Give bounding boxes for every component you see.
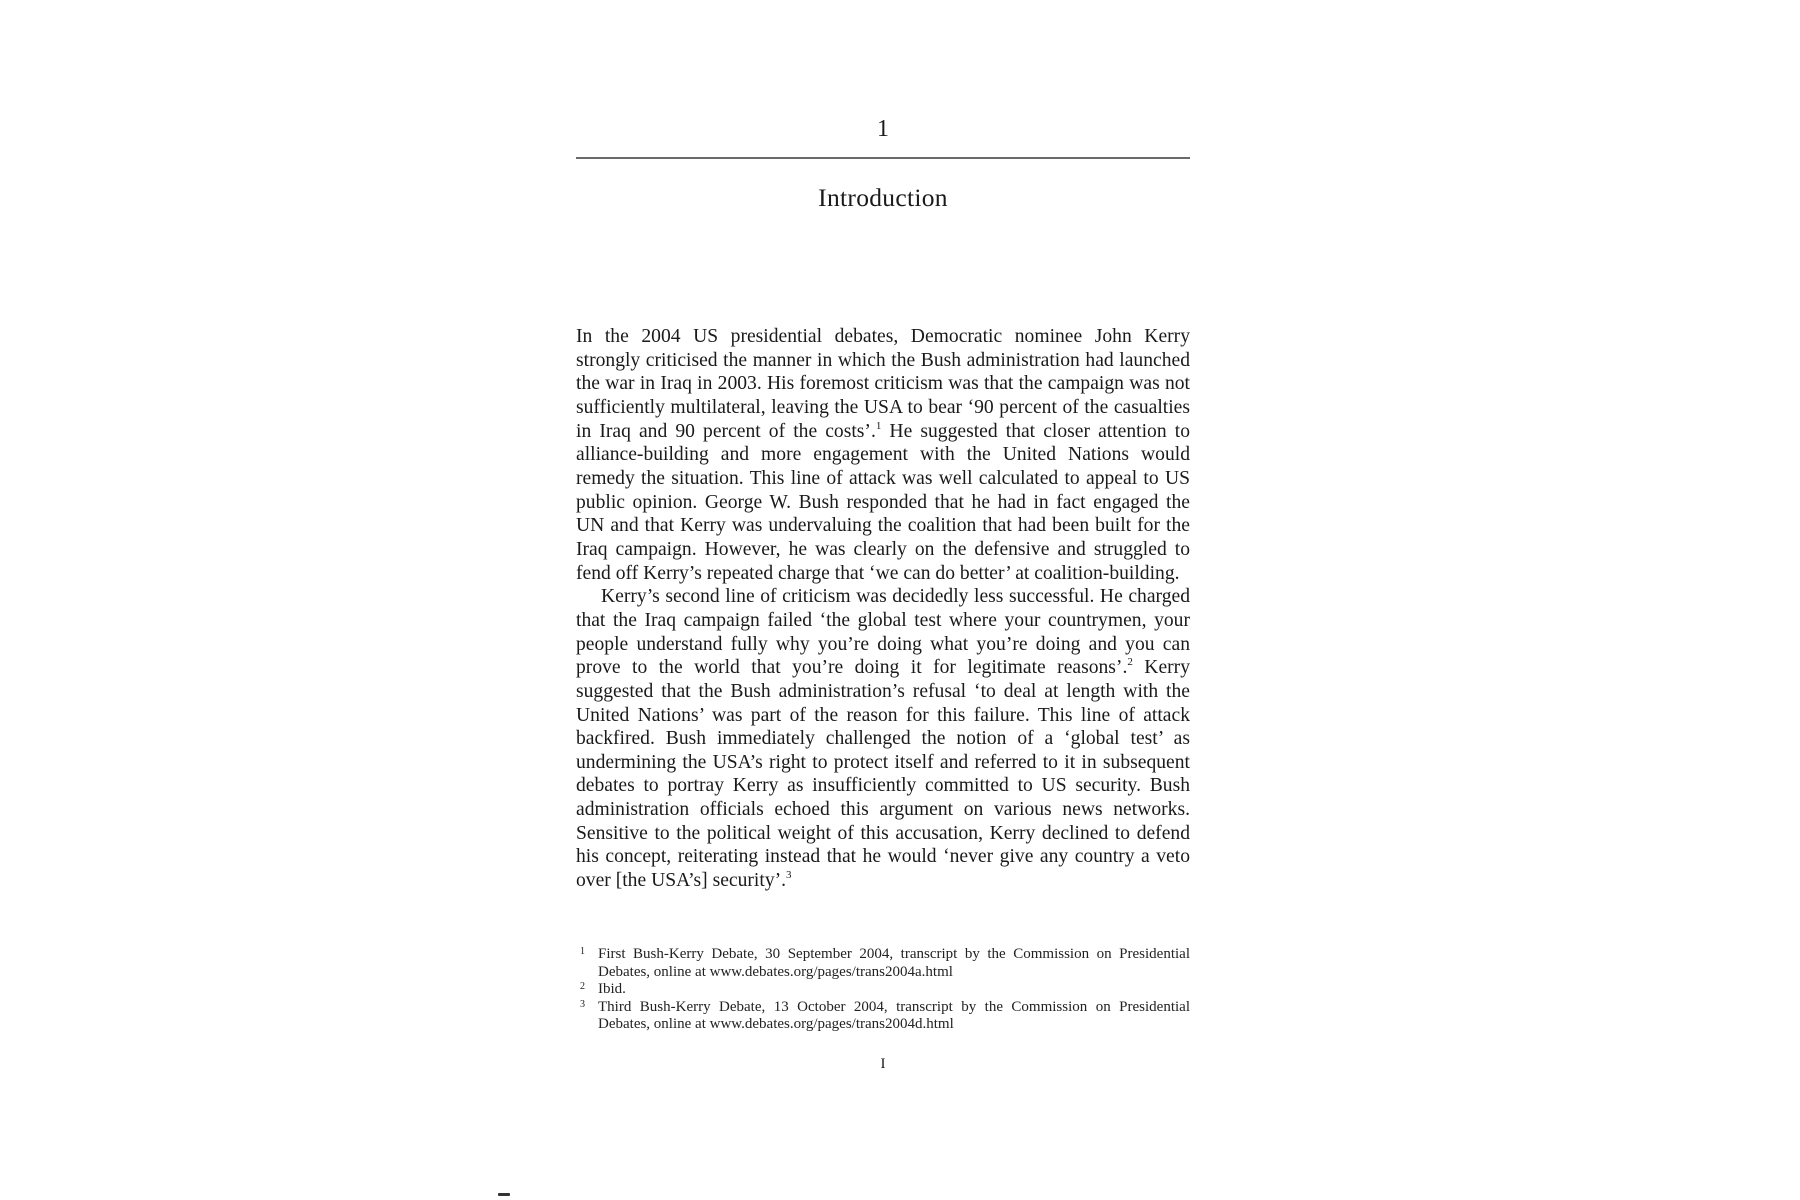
footnote-mark: 1 [580, 946, 585, 957]
footnotes [576, 946, 1190, 1034]
paragraph-text: In the 2004 US presidential debates, Democratic nominee John Kerry strongly criticised the manner in which the Bush administration had launched the war in Iraq in 2003. His foremost criticism was that the campaign was not sufficiently multilateral, leaving the USA to bear ‘90 percent of the casualties in Iraq and 90 percent of the costs’. [576, 326, 1190, 442]
body-text [576, 325, 1190, 893]
chapter-title: Introduction [818, 183, 948, 212]
footnote-text: Ibid. [598, 981, 626, 997]
footnote-text: First Bush-Kerry Debate, 30 September 2004, transcript by the Commission on Presidential Debates, online at www.debates.org/pages/trans2004a.html [598, 946, 1190, 980]
footnote-mark: 3 [580, 998, 585, 1010]
footnote-2 [576, 981, 1190, 999]
page-number: I [880, 1056, 886, 1072]
paragraph-text: He suggested that closer attention to alliance-building and more engagement with the United Nations would remedy the situation. This line of attack was well calculated to appeal to US public opinion. George W. Bush responded that he had in fact engaged the UN and that Kerry was undervaluing the coalition that had been built for the Iraq campaign. However, he was clearly on the defensive and struggled to fend off Kerry’s repeated charge that ‘we can do better’ at coalition-building. [576, 420, 1190, 584]
paragraph-1 [576, 325, 1190, 585]
book-page [576, 0, 1190, 1200]
footnote-3 [576, 999, 1190, 1034]
footnote-reference[interactable]: 3 [786, 869, 792, 882]
scan-artifact-mark [498, 1193, 510, 1196]
paragraph-text: Kerry suggested that the Bush administration’s refusal ‘to deal at length with the United Nations’ was part of the reason for this failure. This line of attack backfired. Bush immediately challenged the notion of a ‘global test’ as undermining the USA’s right to protect itself and referred to it in subsequent debates to portray Kerry as insufficiently committed to US security. Bush administration officials echoed this argument on various news networks. Sensitive to the political weight of this accusation, Kerry declined to defend his concept, reiterating instead that he would ‘never give any country a veto over [the USA’s] security’. [576, 657, 1190, 892]
footnote-text: Third Bush-Kerry Debate, 13 October 2004, transcript by the Commission on Presidential Debates, online at www.debates.org/pages/trans2004d.html [598, 998, 1190, 1032]
footnote-reference[interactable]: 1 [875, 419, 882, 432]
footnote-mark: 2 [580, 981, 585, 992]
footnote-1 [576, 946, 1190, 981]
paragraph-text: Kerry’s second line of criticism was decidedly less successful. He charged that the Iraq campaign failed ‘the global test where your countrymen, your people understand fully why you’re doing what you’re doing and you can prove to the world that you’re doing it for legitimate reasons’. [576, 586, 1190, 679]
chapter-rule-divider [576, 157, 1190, 159]
footnote-reference[interactable]: 2 [1127, 656, 1133, 669]
paragraph-2 [576, 585, 1190, 893]
chapter-number: 1 [877, 116, 889, 142]
